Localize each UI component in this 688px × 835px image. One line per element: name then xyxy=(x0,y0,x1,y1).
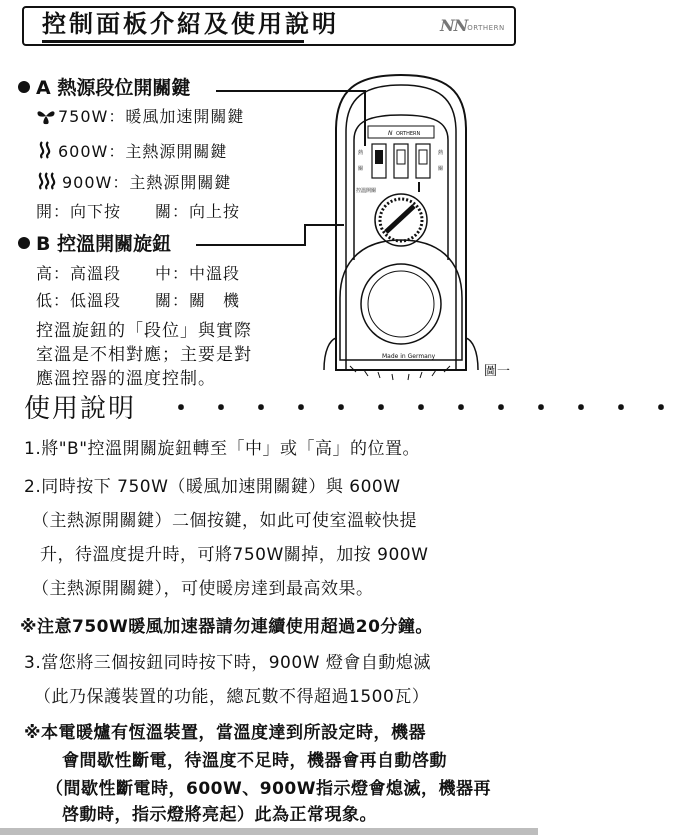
figure-caption: 圖一 xyxy=(484,364,511,379)
heat-two-icon xyxy=(36,140,56,160)
section-a-item-900w: 900W：主熱源開關鍵 xyxy=(36,171,231,193)
section-b-row-low-off: 低：低溫段 關：關 機 xyxy=(36,291,241,310)
svg-text:控溫開關: 控溫開關 xyxy=(356,188,377,194)
svg-text:關: 關 xyxy=(438,166,444,172)
usage-title: 使用說明 xyxy=(24,394,137,424)
heater-diagram xyxy=(316,70,486,390)
usage-line-5: （主熱源開關鍵），可使暖房達到最高效果。 xyxy=(32,579,374,599)
svg-text:ORTHERN: ORTHERN xyxy=(396,131,421,137)
section-b-note-3: 應溫控器的溫度控制。 xyxy=(36,369,216,389)
svg-text:N: N xyxy=(388,130,393,137)
section-a-on-off: 開：向下按 關：向上按 xyxy=(36,202,241,221)
heat-three-icon xyxy=(36,171,60,191)
page-title: 控制面板介紹及使用說明 xyxy=(42,10,339,38)
leader-line-b xyxy=(196,244,306,246)
svg-text:關: 關 xyxy=(358,166,364,172)
bullet-icon xyxy=(18,81,30,93)
brand-logo-mark-second: N xyxy=(453,15,466,35)
section-b-note-2: 室溫是不相對應；主要是對 xyxy=(36,345,252,365)
usage-line-7: （此乃保護裝置的功能，總瓦數不得超過1500瓦） xyxy=(34,687,430,707)
usage-line-3: （主熱源開關鍵）二個按鍵，如此可使室溫較快提 xyxy=(32,511,417,531)
section-b-row-high-mid: 高：高溫段 中：中溫段 xyxy=(36,264,241,283)
usage-warning-3: 會間歇性斷電，待溫度不足時，機器會再自動啓動 xyxy=(62,751,447,771)
svg-text:熱: 熱 xyxy=(438,150,444,156)
fan-icon xyxy=(36,107,56,125)
section-a-item-600w: 600W：主熱源開關鍵 xyxy=(36,140,227,162)
usage-line-2: 2.同時按下 750W（暖風加速開關鍵）與 600W xyxy=(24,477,401,497)
usage-warning-1: ※注意750W暖風加速器請勿連續使用超過20分鐘。 xyxy=(20,617,433,637)
svg-text:熱: 熱 xyxy=(358,150,364,156)
usage-warning-2: ※本電暖爐有恆溫裝置，當溫度達到所設定時，機器 xyxy=(24,723,427,743)
usage-line-4: 升，待溫度提升時，可將750W關掉，加按 900W xyxy=(40,545,429,565)
usage-warning-4: （間歇性斷電時，600W、900W指示燈會熄滅，機器再 xyxy=(46,779,491,799)
bullet-icon xyxy=(18,237,30,249)
section-b-note-1: 控溫旋鈕的「段位」與實際 xyxy=(36,321,252,341)
usage-line-6: 3.當您將三個按鈕同時按下時，900W 燈會自動熄滅 xyxy=(24,653,431,673)
section-b-heading: B 控溫開關旋鈕 xyxy=(18,232,171,256)
section-a-item-750w: 750W：暖風加速開關鍵 xyxy=(36,107,244,127)
brand-logo-word: ORTHERN xyxy=(467,24,505,32)
usage-title-dots: ・・・・・・・・・・・・・ xyxy=(168,394,688,424)
brand-logo xyxy=(440,16,505,34)
usage-line-1: 1.將"B"控溫開關旋鈕轉至「中」或「高」的位置。 xyxy=(24,439,421,459)
brand-logo-mark: N xyxy=(440,15,452,35)
bottom-rule xyxy=(0,828,538,835)
svg-text:Made in Germany: Made in Germany xyxy=(382,353,436,360)
leader-line-b-rise xyxy=(304,224,306,246)
section-a-heading: A 熱源段位開關鍵 xyxy=(18,76,190,100)
usage-warning-5: 啓動時，指示燈將亮起）此為正常現象。 xyxy=(62,805,377,825)
title-underline xyxy=(42,40,304,43)
